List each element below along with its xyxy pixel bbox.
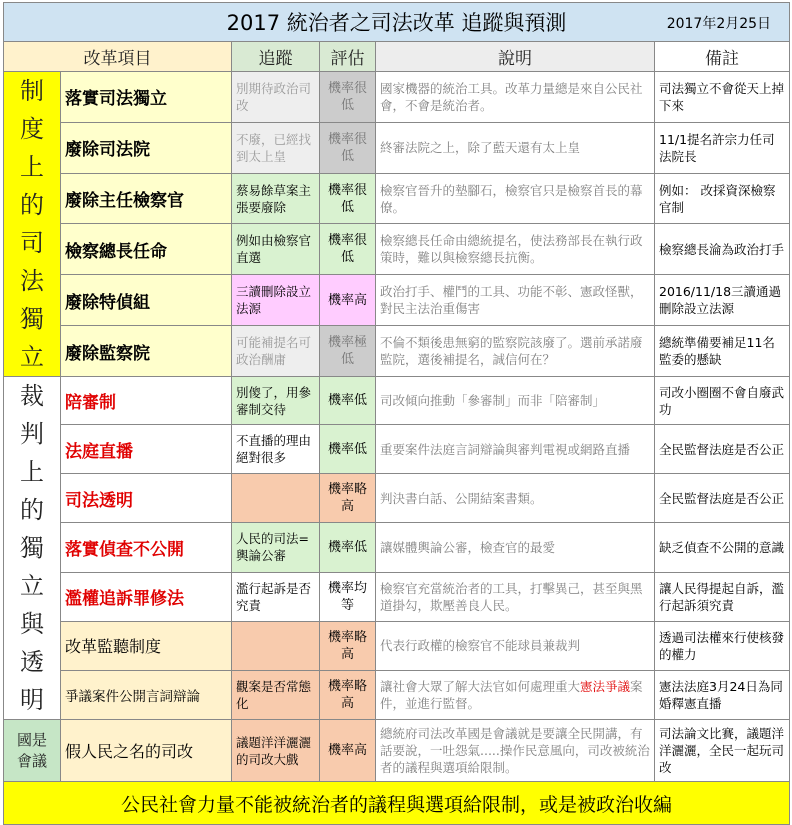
footer-banner: 公民社會力量不能被統治者的議程與選項給限制，或是被政治收編 — [4, 782, 790, 825]
reform-item: 陪審制 — [61, 377, 232, 425]
reform-item: 廢除監察院 — [61, 326, 232, 377]
eval-cell: 機率均等 — [320, 572, 376, 621]
reform-item: 假人民之名的司改 — [61, 720, 232, 782]
desc-cell: 代表行政權的檢察官不能球員兼裁判 — [376, 621, 655, 670]
eval-cell: 機率高 — [320, 720, 376, 782]
note-cell: 憲法法庭3月24日為同婚釋憲直播 — [655, 670, 790, 719]
eval-cell: 機率略高 — [320, 670, 376, 719]
desc-cell: 總統府司法改革國是會議就是要讓全民開講，有話要說，一吐怨氣.....操作民意風向，司改被統治者的議程與選項給限制。 — [376, 720, 655, 782]
table-row — [4, 122, 790, 173]
desc-cell: 重要案件法庭言詞辯論與審判電視或網路直播 — [376, 425, 655, 474]
category-text: 制度上的司法獨立 — [20, 77, 44, 371]
header-eval: 評估 — [320, 42, 376, 72]
category-label-institutional — [4, 72, 61, 377]
note-cell: 司法論文比賽，議題洋洋灑灑，全民一起玩司改 — [655, 720, 790, 782]
note-cell: 全民監督法庭是否公正 — [655, 425, 790, 474]
track-cell — [232, 621, 320, 670]
track-cell: 蔡易餘草案主張要廢除 — [232, 173, 320, 224]
header-item: 改革項目 — [4, 42, 232, 72]
table-row — [4, 670, 790, 719]
track-cell: 議題洋洋灑灑的司改大戲 — [232, 720, 320, 782]
table-row — [4, 224, 790, 275]
eval-cell: 機率略高 — [320, 621, 376, 670]
reform-item: 改革監聽制度 — [61, 621, 232, 670]
table-row — [4, 275, 790, 326]
track-cell: 不直播的理由絕對很多 — [232, 425, 320, 474]
header-note: 備註 — [655, 42, 790, 72]
header-row — [4, 42, 790, 72]
track-cell: 別傻了，用參審制交待 — [232, 377, 320, 425]
track-cell: 可能補提名可政治酬庸 — [232, 326, 320, 377]
desc-cell: 檢察官充當統治者的工具，打擊異己，甚至與黑道掛勾，欺壓善良人民。 — [376, 572, 655, 621]
track-cell: 觀案是否常態化 — [232, 670, 320, 719]
desc-cell: 司改傾向推動「參審制」而非「陪審制」 — [376, 377, 655, 425]
eval-cell: 機率低 — [320, 425, 376, 474]
table-row — [4, 425, 790, 474]
note-cell: 讓人民得提起自訴，濫行起訴須究責 — [655, 572, 790, 621]
category-label-conference — [4, 720, 61, 782]
reform-item: 爭議案件公開言詞辯論 — [61, 670, 232, 719]
table-row — [4, 720, 790, 782]
track-cell: 濫行起訴是否究責 — [232, 572, 320, 621]
desc-cell: 終審法院之上，除了藍天還有太上皇 — [376, 122, 655, 173]
note-cell: 11/1提名許宗力任司法院長 — [655, 122, 790, 173]
category-label-judicial — [4, 377, 61, 720]
table-row — [4, 474, 790, 523]
category-text: 國是會議 — [17, 730, 48, 770]
track-cell: 人民的司法=輿論公審 — [232, 523, 320, 572]
eval-cell: 機率很低 — [320, 72, 376, 123]
reform-item: 司法透明 — [61, 474, 232, 523]
note-cell: 缺乏偵查不公開的意識 — [655, 523, 790, 572]
desc-cell: 檢察官晉升的墊腳石，檢察官只是檢察首長的幕僚。 — [376, 173, 655, 224]
note-cell: 例如： 改採資深檢察官制 — [655, 173, 790, 224]
note-cell: 檢察總長淪為政治打手 — [655, 224, 790, 275]
category-text: 裁判上的獨立與透明 — [20, 382, 44, 714]
table-row — [4, 326, 790, 377]
desc-cell: 判決書白話、公開結案書類。 — [376, 474, 655, 523]
eval-cell: 機率低 — [320, 377, 376, 425]
desc-text: 案件，並進行監督。 — [380, 678, 643, 711]
track-cell — [232, 474, 320, 523]
reform-tracking-table-page — [3, 2, 789, 816]
date-label: 2017年2月25日 — [666, 16, 772, 32]
track-cell: 不廢，已經找到太上皇 — [232, 122, 320, 173]
desc-cell: 讓媒體輿論公審，檢查官的最愛 — [376, 523, 655, 572]
table-row — [4, 173, 790, 224]
table-row — [4, 72, 790, 123]
reform-item: 廢除司法院 — [61, 122, 232, 173]
reform-item: 法庭直播 — [61, 425, 232, 474]
reform-item: 落實偵查不公開 — [61, 523, 232, 572]
reform-item: 廢除特偵組 — [61, 275, 232, 326]
eval-cell: 機率低 — [320, 523, 376, 572]
eval-cell: 機率高 — [320, 275, 376, 326]
note-cell: 透過司法權來行使核發的權力 — [655, 621, 790, 670]
desc-cell: 不倫不類後患無窮的監察院該廢了。選前承諾廢監院，選後補提名，誠信何在？ — [376, 326, 655, 377]
title-bar — [4, 3, 790, 42]
desc-cell: 國家機器的統治工具。改革力量總是來自公民社會，不會是統治者。 — [376, 72, 655, 123]
note-cell: 司改小圈圈不會自廢武功 — [655, 377, 790, 425]
header-desc: 說明 — [376, 42, 655, 72]
track-cell: 別期待政治司改 — [232, 72, 320, 123]
reform-item: 檢察總長任命 — [61, 224, 232, 275]
note-cell: 2016/11/18三讀通過刪除設立法源 — [655, 275, 790, 326]
desc-highlight: 憲法爭議 — [580, 678, 631, 694]
eval-cell: 機率略高 — [320, 474, 376, 523]
note-cell: 司法獨立不會從天上掉下來 — [655, 72, 790, 123]
track-cell: 例如由檢察官直選 — [232, 224, 320, 275]
reform-item: 濫權追訴罪修法 — [61, 572, 232, 621]
page-title: 2017 統治者之司法改革 追蹤與預測 — [226, 11, 567, 35]
table-row — [4, 523, 790, 572]
table-row — [4, 621, 790, 670]
note-cell: 全民監督法庭是否公正 — [655, 474, 790, 523]
desc-text: 讓社會大眾了解大法官如何處理重大 — [380, 678, 581, 694]
eval-cell: 機率很低 — [320, 122, 376, 173]
eval-cell: 機率極低 — [320, 326, 376, 377]
reform-item: 落實司法獨立 — [61, 72, 232, 123]
desc-cell: 檢察總長任命由總統提名，使法務部長在執行政策時，難以與檢察總長抗衡。 — [376, 224, 655, 275]
track-cell: 三讀刪除設立法源 — [232, 275, 320, 326]
reform-table — [3, 2, 790, 825]
eval-cell: 機率很低 — [320, 224, 376, 275]
table-row — [4, 377, 790, 425]
header-track: 追蹤 — [232, 42, 320, 72]
note-cell: 總統準備要補足11名監委的懸缺 — [655, 326, 790, 377]
table-row — [4, 572, 790, 621]
desc-cell — [376, 670, 655, 719]
desc-cell: 政治打手、權鬥的工具、功能不彰、憲政怪獸，對民主法治重傷害 — [376, 275, 655, 326]
eval-cell: 機率很低 — [320, 173, 376, 224]
reform-item: 廢除主任檢察官 — [61, 173, 232, 224]
